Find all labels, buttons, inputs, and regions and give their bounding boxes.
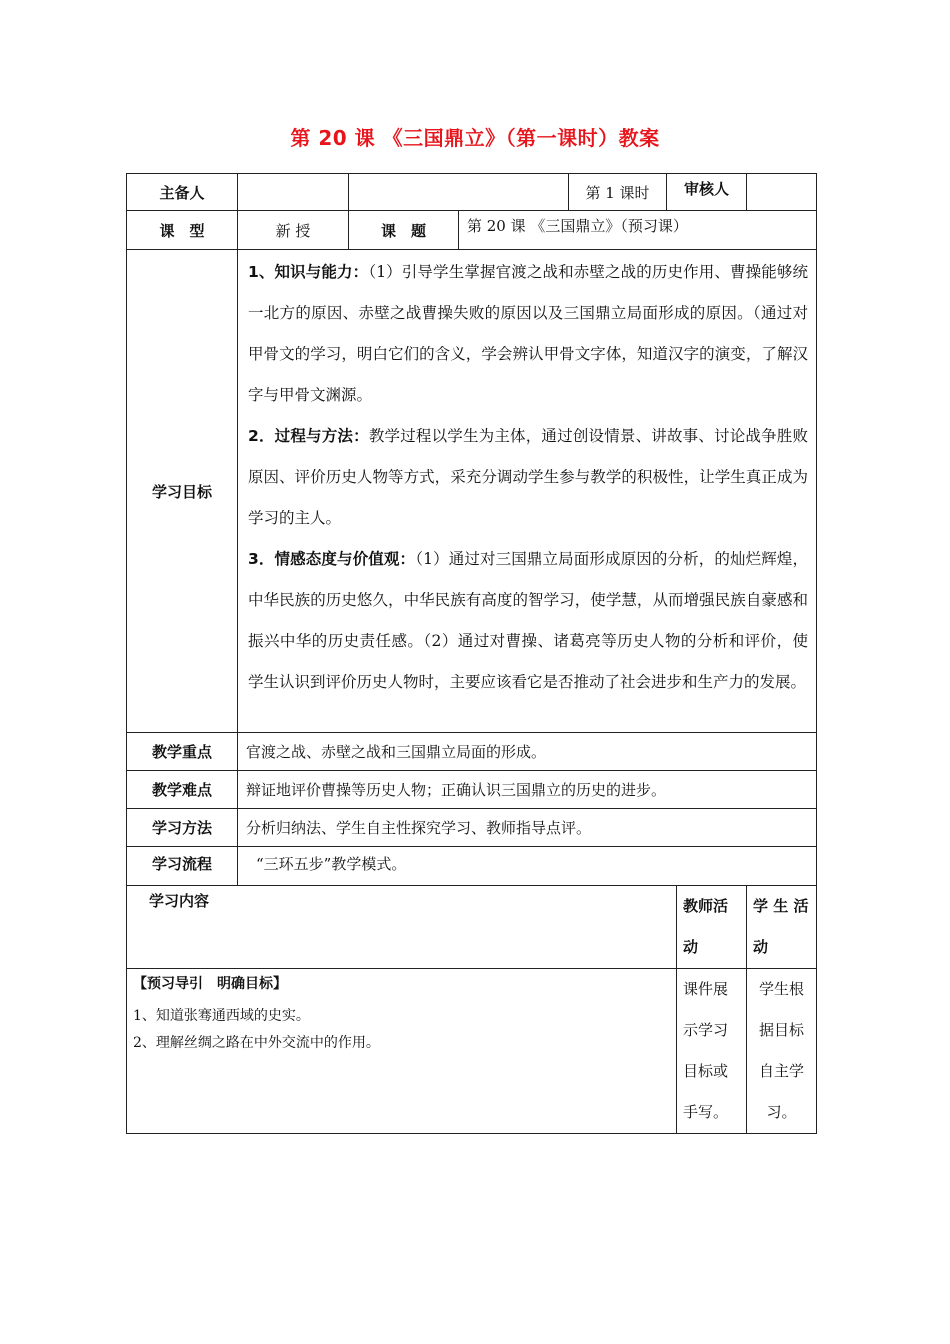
objectives-row [127, 250, 817, 733]
reviewer-label: 审核人 [667, 174, 747, 211]
difficulties-label: 教学难点 [127, 771, 238, 809]
student-activity-value: 学生根据目标自主学习。 [747, 969, 817, 1134]
objectives-content [238, 250, 817, 733]
key-points-value: 官渡之战、赤壁之战和三国鼎立局面的形成。 [238, 733, 817, 771]
content-label: 学习内容 [149, 892, 210, 910]
preparer-value [238, 174, 349, 211]
student-activity-label: 学 生 活动 [747, 886, 817, 969]
methods-row [127, 809, 817, 847]
objective-knowledge: 1、知识与能力：（1）引导学生掌握官渡之战和赤壁之战的历史作用、曹操能够统一北方的原因、赤壁之战曹操失败的原因以及三国鼎立局面形成的原因。（通过对甲骨文的学习，明白它们的含义，学会辨认甲骨文字体，知道汉字的演变，了解汉字与甲骨文渊源。 [248, 263, 809, 404]
preview-content [127, 969, 677, 1134]
difficulties-value: 辩证地评价曹操等历史人物；正确认识三国鼎立的历史的进步。 [238, 771, 817, 809]
topic-label: 课 题 [349, 211, 459, 250]
methods-value: 分析归纳法、学生自主性探究学习、教师指导点评。 [238, 809, 817, 847]
key-points-label: 教学重点 [127, 733, 238, 771]
objective-values: 3．情感态度与价值观：（1）通过对三国鼎立局面形成原因的分析，的灿烂辉煌，中华民族的历史悠久，中华民族有高度的智学习，使学慧，从而增强民族自豪感和振兴中华的历史责任感。（2）通过对曹操、诸葛亮等历史人物的分析和评价，使学生认识到评价历史人物时，主要应该看它是否推动了社会进步和生产力的发展。 [248, 550, 809, 691]
objective-process: 2．过程与方法：教学过程以学生为主体，通过创设情景、讲故事、讨论战争胜败原因、评价历史人物等方式，采充分调动学生参与教学的积极性，让学生真正成为学习的主人。 [248, 427, 809, 527]
type-value: 新 授 [238, 211, 349, 250]
process-row [127, 847, 817, 886]
difficulties-row [127, 771, 817, 809]
teacher-activity-label: 教师活动 [677, 886, 747, 969]
process-value: “三环五步”教学模式。 [238, 847, 817, 886]
reviewer-value [747, 174, 817, 211]
blank-cell [349, 174, 569, 211]
header-row [127, 174, 817, 211]
preview-item-2: 2、理解丝绸之路在中外交流中的作用。 [133, 1035, 380, 1051]
preview-item-1: 1、知道张骞通西域的史实。 [133, 1008, 310, 1024]
teacher-activity-value: 课件展示学习目标或手写。 [677, 969, 747, 1134]
content-label-cell [127, 886, 677, 969]
process-label: 学习流程 [127, 847, 238, 886]
period-value: 第 1 课时 [569, 174, 667, 211]
content-header-row [127, 886, 817, 969]
preview-heading: 【预习导引 明确目标】 [133, 976, 287, 992]
preparer-label: 主备人 [127, 174, 238, 211]
objectives-label: 学习目标 [127, 250, 238, 733]
page-title: 第 20 课 《三国鼎立》（第一课时）教案 [290, 126, 660, 150]
key-points-row [127, 733, 817, 771]
type-row [127, 211, 817, 250]
lesson-plan-table [126, 173, 817, 1134]
type-label: 课 型 [127, 211, 238, 250]
topic-value: 第 20 课 《三国鼎立》（预习课） [459, 211, 817, 250]
methods-label: 学习方法 [127, 809, 238, 847]
preview-row [127, 969, 817, 1134]
